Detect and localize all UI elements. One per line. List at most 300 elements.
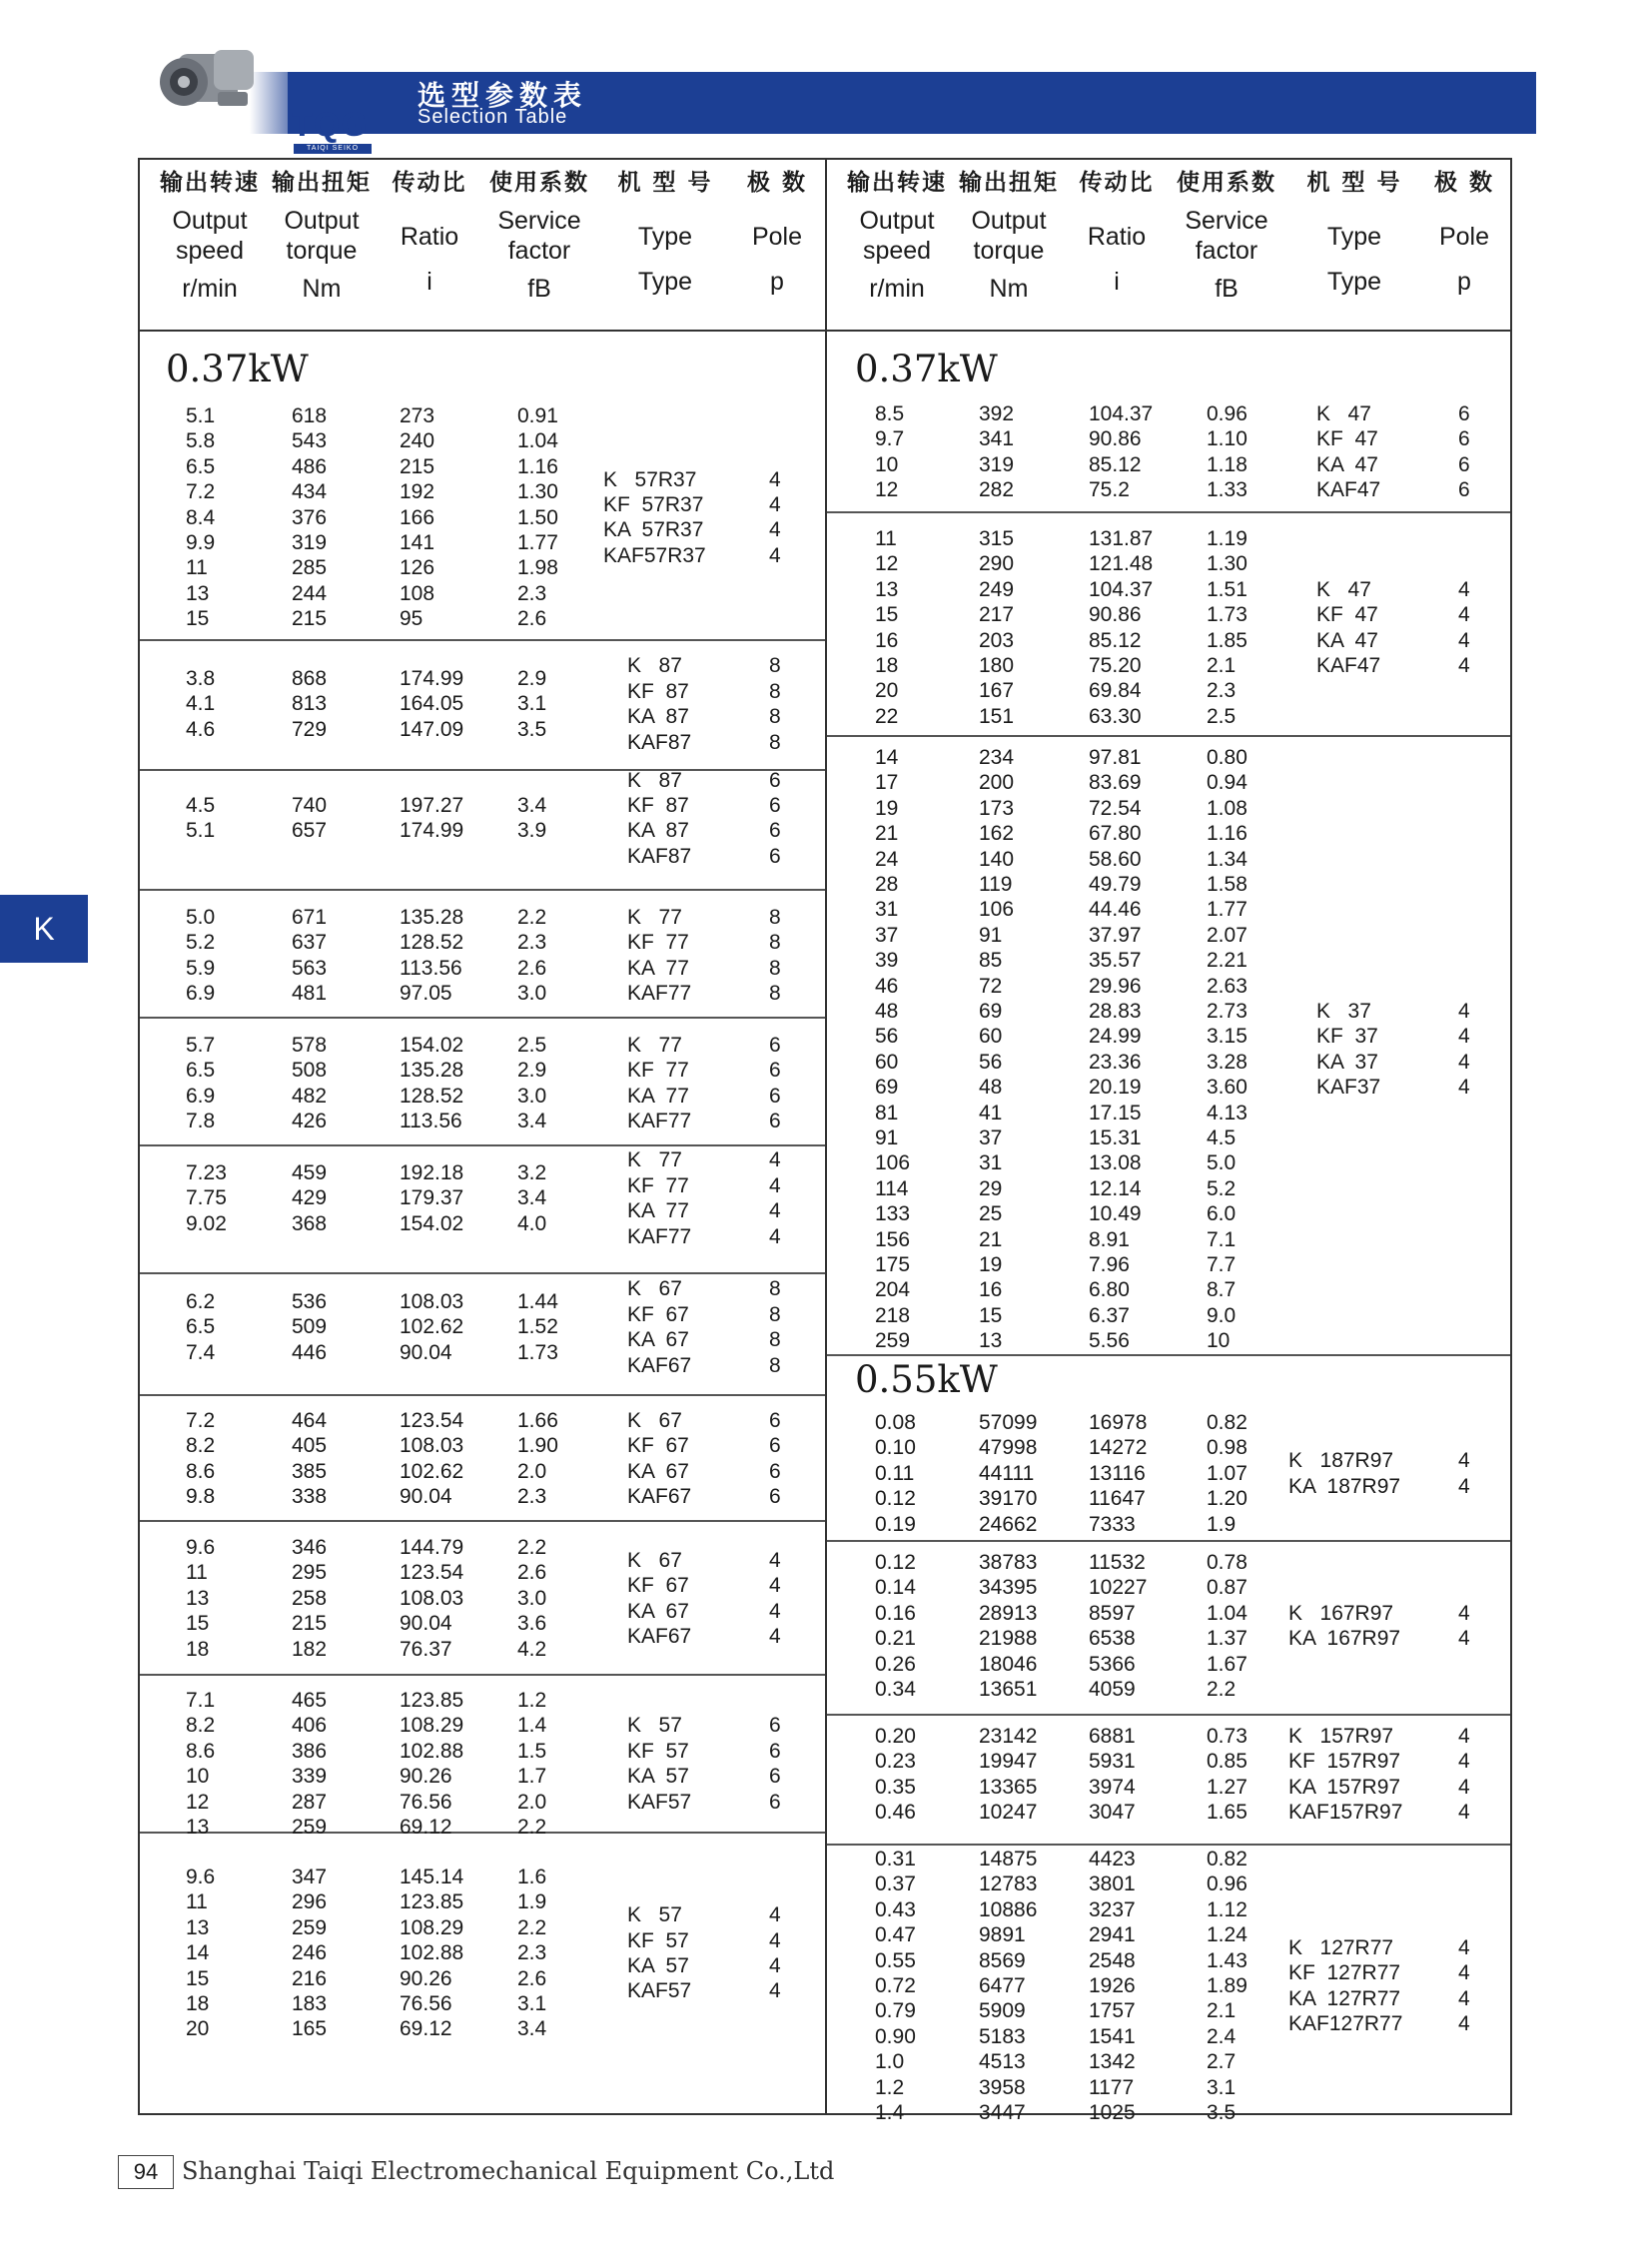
service-factor-cell: 2.07: [1207, 923, 1247, 947]
column-header-en: [469, 206, 609, 266]
service-factor-cell: 2.1: [1207, 1999, 1237, 2023]
group-separator: [140, 1144, 825, 1146]
group-separator: [827, 511, 1510, 513]
pole-cell: 8: [769, 982, 781, 1006]
group-separator: [140, 1674, 825, 1676]
service-factor-cell: 1.04: [1207, 1601, 1247, 1625]
service-factor-cell: 1.51: [1207, 577, 1247, 601]
speed-cell: 46: [875, 974, 899, 998]
column-header-cn: 输出转速: [160, 170, 260, 196]
service-factor-cell: 0.80: [1207, 746, 1247, 769]
pole-cell: 6: [769, 794, 781, 817]
service-factor-cell: 4.5: [1207, 1126, 1237, 1149]
service-factor-cell: 3.0: [517, 1586, 547, 1610]
ratio-cell: 1025: [1089, 2101, 1136, 2124]
service-factor-cell: 3.1: [517, 1992, 547, 2015]
torque-cell: 21988: [979, 1627, 1038, 1651]
speed-cell: 9.02: [186, 1211, 227, 1235]
column-header: [469, 168, 609, 304]
ratio-cell: 7333: [1089, 1512, 1136, 1536]
ratio-cell: 123.85: [400, 1689, 464, 1712]
type-cell: KA 67: [627, 1328, 689, 1352]
pole-cell: 8: [769, 906, 781, 929]
ratio-cell: 108.03: [400, 1586, 464, 1610]
column-header-cn: 输出转速: [847, 170, 947, 196]
service-factor-cell: 1.19: [1207, 527, 1247, 550]
column-header-cn: 传动比: [392, 170, 467, 196]
speed-cell: 12: [875, 478, 899, 502]
pole-cell: 4: [769, 1953, 781, 1977]
pole-cell: 4: [1458, 1000, 1470, 1023]
speed-cell: 6.2: [186, 1290, 216, 1313]
type-cell: KAF67: [627, 1485, 692, 1509]
speed-cell: 56: [875, 1025, 899, 1049]
torque-cell: 8569: [979, 1948, 1026, 1972]
ratio-cell: 97.05: [400, 982, 452, 1006]
column-header-en-line: Service: [1185, 207, 1268, 235]
torque-cell: 618: [292, 404, 328, 427]
torque-cell: 37: [979, 1126, 1003, 1149]
ratio-cell: 108.29: [400, 1714, 464, 1738]
service-factor-cell: 1.65: [1207, 1801, 1247, 1825]
ratio-cell: 35.57: [1089, 949, 1142, 973]
type-cell: KA 127R77: [1288, 1986, 1401, 2010]
speed-cell: 6.9: [186, 1084, 216, 1108]
speed-cell: 0.90: [875, 2024, 916, 2048]
torque-cell: 285: [292, 556, 328, 580]
ratio-cell: 1926: [1089, 1974, 1136, 1997]
speed-cell: 60: [875, 1050, 899, 1074]
torque-cell: 392: [979, 402, 1015, 425]
torque-cell: 368: [292, 1211, 328, 1235]
torque-cell: 482: [292, 1084, 328, 1108]
torque-cell: 91: [979, 923, 1003, 947]
pole-cell: 6: [769, 1059, 781, 1083]
speed-cell: 20: [186, 2017, 210, 2041]
speed-cell: 0.79: [875, 1999, 916, 2023]
type-cell: K 77: [627, 1148, 682, 1172]
service-factor-cell: 6.0: [1207, 1202, 1237, 1226]
pole-cell: 4: [1458, 1935, 1470, 1959]
column-header-en-line: torque: [973, 237, 1045, 265]
service-factor-cell: 3.4: [517, 1110, 547, 1133]
torque-cell: 140: [979, 847, 1015, 871]
type-cell: K 67: [627, 1277, 682, 1301]
type-cell: KA 77: [627, 956, 689, 980]
pole-cell: 6: [769, 1110, 781, 1133]
pole-cell: 6: [1458, 452, 1470, 476]
ratio-cell: 135.28: [400, 906, 464, 929]
torque-cell: 173: [979, 796, 1015, 820]
service-factor-cell: 5.0: [1207, 1151, 1237, 1175]
ratio-cell: 121.48: [1089, 552, 1154, 576]
torque-cell: 244: [292, 581, 328, 605]
side-tab-k[interactable]: K: [0, 895, 88, 963]
speed-cell: 0.14: [875, 1576, 916, 1600]
speed-cell: 13: [875, 577, 899, 601]
ratio-cell: 76.37: [400, 1637, 452, 1661]
speed-cell: 11: [186, 1561, 208, 1585]
service-factor-cell: 2.6: [517, 607, 547, 631]
service-factor-cell: 3.1: [1207, 2075, 1237, 2099]
pole-cell: 6: [769, 819, 781, 843]
pole-cell: 8: [769, 1353, 781, 1377]
pole-cell: 6: [1458, 402, 1470, 425]
pole-cell: 4: [769, 1199, 781, 1223]
group-separator: [827, 1540, 1510, 1542]
torque-cell: 729: [292, 717, 328, 741]
torque-cell: 346: [292, 1536, 328, 1559]
speed-cell: 0.19: [875, 1512, 916, 1536]
ratio-cell: 1177: [1089, 2075, 1135, 2099]
column-header-en-line: Output: [971, 207, 1047, 235]
ratio-cell: 76.56: [400, 1992, 452, 2015]
pole-cell: 6: [769, 1790, 781, 1814]
ratio-cell: 11647: [1089, 1487, 1146, 1511]
ratio-cell: 67.80: [1089, 822, 1142, 846]
pole-cell: 4: [769, 1173, 781, 1197]
column-header-en: Type: [637, 223, 693, 251]
ratio-cell: 6881: [1089, 1725, 1136, 1748]
service-factor-cell: 1.90: [517, 1434, 558, 1458]
type-cell: K 67: [627, 1548, 682, 1572]
speed-cell: 6.5: [186, 454, 216, 478]
speed-cell: 19: [875, 796, 899, 820]
pole-cell: 4: [1458, 603, 1470, 627]
torque-cell: 14875: [979, 1848, 1038, 1870]
ratio-cell: 154.02: [400, 1034, 464, 1057]
service-factor-cell: 1.73: [1207, 603, 1247, 627]
torque-cell: 15: [979, 1303, 1003, 1327]
service-factor-cell: 2.9: [517, 667, 547, 690]
torque-cell: 28913: [979, 1601, 1038, 1625]
torque-cell: 57099: [979, 1411, 1038, 1434]
torque-cell: 56: [979, 1050, 1003, 1074]
pole-cell: 4: [769, 543, 781, 567]
column-header: [1157, 168, 1296, 304]
type-cell: KAF37: [1316, 1076, 1381, 1100]
speed-cell: 15: [186, 1966, 210, 1990]
service-factor-cell: 1.50: [517, 505, 558, 529]
service-factor-cell: 2.7: [1207, 2050, 1237, 2074]
service-factor-cell: 1.67: [1207, 1652, 1247, 1676]
ratio-cell: 144.79: [400, 1536, 464, 1559]
service-factor-cell: 1.44: [517, 1290, 558, 1313]
service-factor-cell: 1.85: [1207, 628, 1247, 652]
speed-cell: 5.1: [186, 819, 216, 843]
type-cell: KF 57: [627, 1928, 689, 1952]
column-header-en: Ratio: [400, 223, 459, 251]
torque-cell: 464: [292, 1409, 328, 1432]
torque-cell: 295: [292, 1561, 328, 1585]
service-factor-cell: 2.6: [517, 1561, 547, 1585]
service-factor-cell: 3.5: [1207, 2101, 1237, 2124]
ratio-cell: 76.56: [400, 1790, 452, 1814]
type-cell: KF 67: [627, 1302, 689, 1326]
type-cell: K 47: [1316, 577, 1371, 601]
speed-cell: 20: [875, 679, 899, 703]
speed-cell: 18: [875, 654, 899, 677]
service-factor-cell: 4.0: [517, 1211, 547, 1235]
service-factor-cell: 0.96: [1207, 1872, 1247, 1896]
speed-cell: 0.20: [875, 1725, 916, 1748]
ratio-cell: 108: [400, 581, 435, 605]
torque-cell: 13: [979, 1329, 1003, 1353]
ratio-cell: 8.91: [1089, 1227, 1130, 1251]
speed-cell: 7.75: [186, 1186, 227, 1210]
pole-cell: 6: [769, 1034, 781, 1057]
ratio-cell: 6538: [1089, 1627, 1136, 1651]
torque-cell: 12783: [979, 1872, 1038, 1896]
torque-cell: 151: [979, 704, 1015, 728]
type-cell: KAF87: [627, 730, 692, 754]
torque-cell: 258: [292, 1586, 328, 1610]
torque-cell: 203: [979, 628, 1015, 652]
ratio-cell: 102.88: [400, 1739, 464, 1763]
type-cell: KA 77: [627, 1199, 689, 1223]
torque-cell: 319: [979, 452, 1015, 476]
pole-cell: 6: [769, 1084, 781, 1108]
pole-cell: 4: [769, 1574, 781, 1598]
service-factor-cell: 2.6: [517, 956, 547, 980]
pole-cell: 4: [1458, 1750, 1470, 1774]
torque-cell: 41: [979, 1101, 1003, 1124]
service-factor-cell: 3.5: [517, 717, 547, 741]
type-cell: KAF127R77: [1288, 2012, 1403, 2036]
type-cell: KF 57: [627, 1739, 689, 1763]
speed-cell: 15: [186, 607, 210, 631]
speed-cell: 69: [875, 1076, 899, 1100]
speed-cell: 0.21: [875, 1627, 916, 1651]
torque-cell: 282: [979, 478, 1015, 502]
ratio-cell: 131.87: [1089, 527, 1154, 550]
service-factor-cell: 0.87: [1207, 1576, 1247, 1600]
ratio-cell: 12.14: [1089, 1176, 1142, 1200]
ratio-cell: 69.12: [400, 2017, 452, 2041]
speed-cell: 0.55: [875, 1948, 916, 1972]
ratio-cell: 5.56: [1089, 1329, 1130, 1353]
type-cell: KF 37: [1316, 1025, 1378, 1049]
torque-cell: 72: [979, 974, 1003, 998]
column-header: [707, 168, 847, 297]
type-cell: KF 47: [1316, 427, 1378, 451]
ratio-cell: 166: [400, 505, 435, 529]
ratio-cell: 7.96: [1089, 1253, 1130, 1276]
column-header-unit: r/min: [182, 275, 238, 303]
speed-cell: 156: [875, 1227, 911, 1251]
ratio-cell: 5366: [1089, 1652, 1136, 1676]
speed-cell: 39: [875, 949, 899, 973]
torque-cell: 287: [292, 1790, 328, 1814]
pole-cell: 4: [1458, 1076, 1470, 1100]
type-cell: KA 57R37: [603, 518, 704, 542]
torque-cell: 338: [292, 1485, 328, 1509]
torque-cell: 85: [979, 949, 1003, 973]
ratio-cell: 72.54: [1089, 796, 1142, 820]
service-factor-cell: 2.5: [517, 1034, 547, 1057]
pole-cell: 4: [769, 1624, 781, 1648]
torque-cell: 44111: [979, 1461, 1035, 1485]
torque-cell: 167: [979, 679, 1015, 703]
type-cell: K 77: [627, 906, 682, 929]
ratio-cell: 154.02: [400, 1211, 464, 1235]
torque-cell: 215: [292, 607, 328, 631]
service-factor-cell: 3.15: [1207, 1025, 1247, 1049]
pole-cell: 4: [769, 467, 781, 491]
group-separator: [140, 639, 825, 641]
torque-cell: 341: [979, 427, 1015, 451]
pole-cell: 8: [769, 931, 781, 955]
type-cell: KAF77: [627, 982, 692, 1006]
ratio-cell: 3974: [1089, 1775, 1136, 1799]
pole-cell: 6: [1458, 427, 1470, 451]
type-cell: KAF87: [627, 844, 692, 868]
ratio-cell: 16978: [1089, 1411, 1148, 1434]
ratio-cell: 11532: [1089, 1551, 1146, 1574]
column-header-cn: 机 型 号: [617, 170, 713, 196]
speed-cell: 175: [875, 1253, 911, 1276]
service-factor-cell: 3.9: [517, 819, 547, 843]
service-factor-cell: 1.04: [517, 429, 558, 453]
ratio-cell: 113.56: [400, 1110, 462, 1133]
speed-cell: 0.31: [875, 1848, 916, 1870]
service-factor-cell: 1.33: [1207, 478, 1247, 502]
speed-cell: 114: [875, 1176, 909, 1200]
group-separator: [140, 1272, 825, 1274]
type-cell: KF 157R97: [1288, 1750, 1401, 1774]
torque-cell: 3447: [979, 2101, 1026, 2124]
column-header-unit: r/min: [869, 275, 925, 303]
service-factor-cell: 3.4: [517, 1186, 547, 1210]
torque-cell: 38783: [979, 1551, 1038, 1574]
speed-cell: 218: [875, 1303, 911, 1327]
type-cell: KAF77: [627, 1224, 692, 1248]
pole-cell: 4: [769, 1548, 781, 1572]
torque-cell: 48: [979, 1076, 1003, 1100]
pole-cell: 8: [769, 679, 781, 703]
type-cell: KAF57R37: [603, 543, 706, 567]
speed-cell: 8.6: [186, 1739, 216, 1763]
type-cell: KF 77: [627, 931, 689, 955]
service-factor-cell: 1.2: [517, 1689, 547, 1712]
type-cell: KA 47: [1316, 452, 1378, 476]
ratio-cell: 20.19: [1089, 1076, 1142, 1100]
column-header-en: Pole: [1438, 223, 1490, 251]
service-factor-cell: 1.98: [517, 556, 558, 580]
torque-cell: 119: [979, 873, 1013, 896]
type-cell: KF 57R37: [603, 492, 704, 516]
service-factor-cell: 1.30: [1207, 552, 1247, 576]
group-separator: [140, 1394, 825, 1396]
ratio-cell: 75.20: [1089, 654, 1142, 677]
torque-cell: 39170: [979, 1487, 1038, 1511]
service-factor-cell: 0.82: [1207, 1411, 1247, 1434]
speed-cell: 7.23: [186, 1161, 227, 1184]
ratio-cell: 24.99: [1089, 1025, 1142, 1049]
torque-cell: 657: [292, 819, 328, 843]
torque-cell: 246: [292, 1941, 328, 1965]
pole-cell: 6: [769, 1409, 781, 1432]
ratio-cell: 90.26: [400, 1966, 452, 1990]
speed-cell: 0.10: [875, 1436, 916, 1460]
ratio-cell: 179.37: [400, 1186, 464, 1210]
service-factor-cell: 1.5: [517, 1739, 547, 1763]
ratio-cell: 90.26: [400, 1765, 452, 1789]
pole-cell: 4: [1458, 1627, 1470, 1651]
speed-cell: 28: [875, 873, 899, 896]
speed-cell: 11: [186, 556, 208, 580]
speed-cell: 12: [186, 1790, 210, 1814]
speed-cell: 0.37: [875, 1872, 916, 1896]
service-factor-cell: 1.9: [517, 1890, 547, 1914]
ratio-cell: 3801: [1089, 1872, 1136, 1896]
service-factor-cell: 2.3: [517, 1941, 547, 1965]
column-header-unit: Type: [637, 268, 693, 296]
speed-cell: 0.12: [875, 1487, 916, 1511]
ratio-cell: 113.56: [400, 956, 462, 980]
ratio-cell: 17.15: [1089, 1101, 1142, 1124]
type-cell: KAF57: [627, 1790, 692, 1814]
torque-cell: 508: [292, 1059, 328, 1083]
pole-cell: 4: [769, 492, 781, 516]
pole-cell: 4: [769, 1928, 781, 1952]
service-factor-cell: 1.27: [1207, 1775, 1247, 1799]
speed-cell: 0.11: [875, 1461, 915, 1485]
torque-cell: 385: [292, 1459, 328, 1483]
company-logo: [292, 108, 374, 154]
ratio-cell: 240: [400, 429, 435, 453]
ratio-cell: 2941: [1089, 1923, 1136, 1947]
torque-cell: 47998: [979, 1436, 1038, 1460]
pole-cell: 4: [1458, 1025, 1470, 1049]
torque-cell: 339: [292, 1765, 328, 1789]
ratio-cell: 108.29: [400, 1915, 464, 1939]
torque-cell: 31: [979, 1151, 1003, 1175]
type-cell: KF 67: [627, 1434, 689, 1458]
service-factor-cell: 1.16: [1207, 822, 1247, 846]
type-cell: KA 47: [1316, 628, 1378, 652]
speed-cell: 0.08: [875, 1411, 916, 1434]
speed-cell: 9.8: [186, 1485, 216, 1509]
ratio-cell: 8597: [1089, 1601, 1136, 1625]
torque-cell: 216: [292, 1966, 328, 1990]
type-cell: KAF77: [627, 1110, 692, 1133]
speed-cell: 204: [875, 1278, 911, 1302]
type-cell: KA 87: [627, 705, 689, 729]
group-separator: [140, 769, 825, 771]
ratio-cell: 1541: [1089, 2024, 1136, 2048]
power-heading: 0.37kW: [166, 348, 309, 390]
ratio-cell: 108.03: [400, 1290, 464, 1313]
service-factor-cell: 1.77: [517, 531, 558, 554]
ratio-cell: 2548: [1089, 1948, 1136, 1972]
ratio-cell: 3237: [1089, 1897, 1136, 1921]
speed-cell: 8.2: [186, 1434, 216, 1458]
column-header-cn: 极 数: [1433, 170, 1494, 196]
service-factor-cell: 1.43: [1207, 1948, 1247, 1972]
column-header-en-line: Output: [172, 207, 248, 235]
service-factor-cell: 5.2: [1207, 1176, 1237, 1200]
column-header-unit: i: [426, 268, 432, 296]
pole-cell: 4: [1458, 1986, 1470, 2010]
speed-cell: 13: [186, 1915, 210, 1939]
header-title-cn: 选型参数表: [417, 79, 588, 112]
column-header-en-line: factor: [1195, 237, 1258, 265]
speed-cell: 4.6: [186, 717, 216, 741]
ratio-cell: 23.36: [1089, 1050, 1142, 1074]
type-cell: KAF157R97: [1288, 1801, 1403, 1825]
service-factor-cell: 2.63: [1207, 974, 1247, 998]
